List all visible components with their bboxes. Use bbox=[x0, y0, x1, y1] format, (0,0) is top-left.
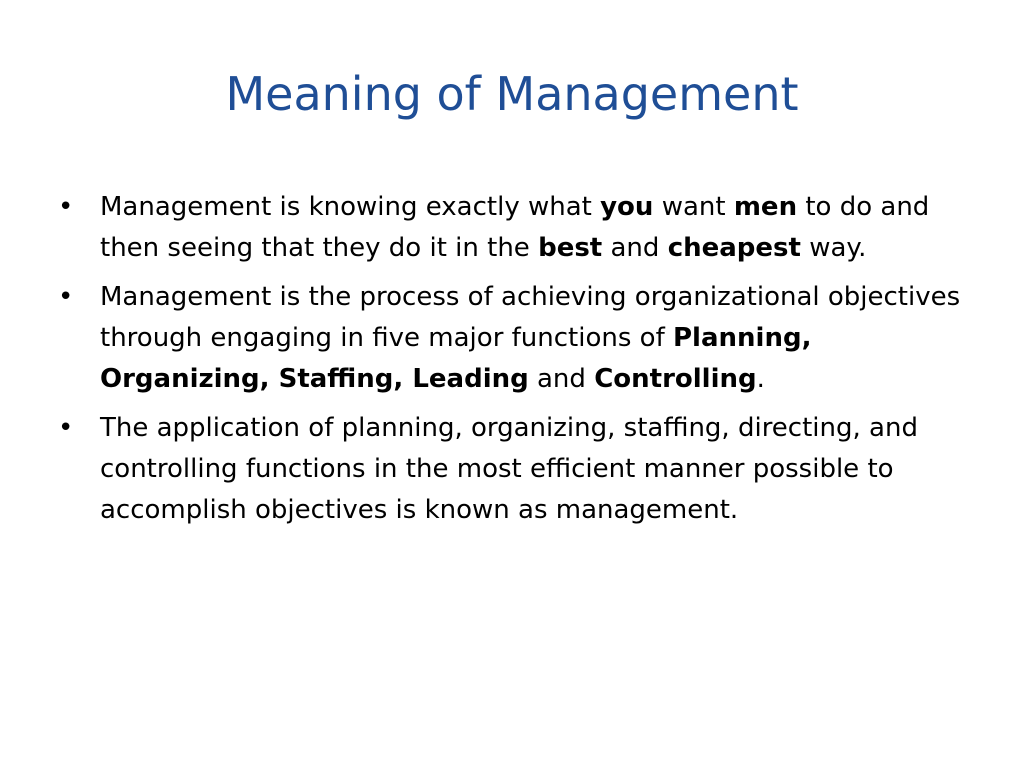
bullet-text-segment: The application of planning, organizing, staffing, directing, and controlling functions in the most efficient manner possible to accomplish objectives is known as management. bbox=[100, 413, 918, 525]
bullet-text-segment: Management is the process of achieving organizational objectives through engaging in five major functions of bbox=[100, 282, 961, 353]
bullet-text-segment: want bbox=[653, 192, 734, 222]
bullet-text-segment: . bbox=[756, 364, 765, 394]
bullet-text-segment: to do and then seeing that they do it in the bbox=[100, 192, 930, 263]
bullet-icon: • bbox=[58, 192, 74, 222]
bullet-text-bold: cheapest bbox=[667, 233, 801, 263]
bullet-text-bold: best bbox=[538, 233, 603, 263]
bullet-text-bold: men bbox=[733, 192, 798, 222]
bullet-text-segment: way. bbox=[800, 233, 867, 263]
bullet-text-bold: you bbox=[600, 192, 654, 222]
bullet-text-bold: Planning, Organizing, Staffing, Leading bbox=[100, 323, 812, 394]
slide-title: Meaning of Management bbox=[225, 67, 799, 121]
bullet-text-bold: Controlling bbox=[594, 364, 757, 394]
bullet-text-segment: and bbox=[602, 233, 668, 263]
bullet-text-segment: and bbox=[528, 364, 595, 394]
bullet-text-segment: Management is knowing exactly what bbox=[100, 192, 601, 222]
bullet-list bbox=[58, 187, 963, 539]
bullet-item-3 bbox=[58, 408, 963, 531]
bullet-icon: • bbox=[58, 413, 74, 443]
bullet-item-1 bbox=[58, 187, 963, 269]
bullet-icon: • bbox=[58, 282, 74, 312]
bullet-item-2 bbox=[58, 277, 963, 400]
